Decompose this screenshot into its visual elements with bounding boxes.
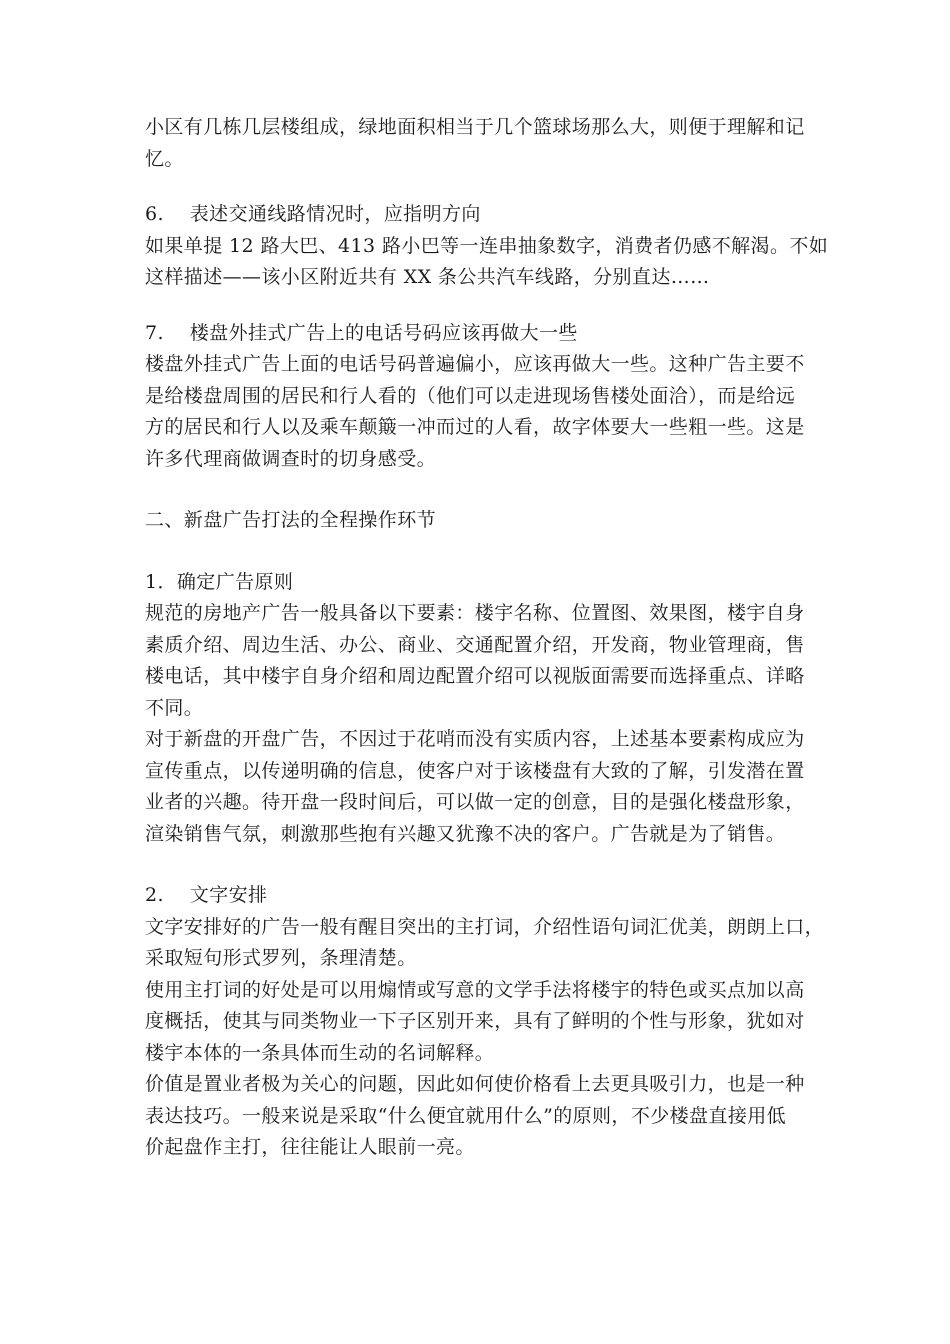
section-heading: 7. 楼盘外挂式广告上的电话号码应该再做大一些: [145, 321, 578, 344]
subsection-1: [145, 567, 810, 851]
text-line: 规范的房地产广告一般具备以下要素：楼宇名称、位置图、效果图，楼宇自身: [145, 602, 805, 624]
chapter-2: [145, 505, 810, 537]
section-heading: 1．确定广告原则: [145, 570, 294, 593]
text-line: 文字安排好的广告一般有醒目突出的主打词，介绍性语句词汇优美，朗朗上口，: [145, 915, 825, 938]
text-line: 楼盘外挂式广告上面的电话号码普遍偏小，应该再做大一些。这种广告主要不: [145, 353, 805, 375]
text-line: 小区有几栋几层楼组成，绿地面积相当于几个篮球场那么大，则便于理解和记: [145, 116, 805, 138]
chapter-heading: 二、新盘广告打法的全程操作环节: [145, 509, 437, 531]
section-heading: 2. 文字安排: [145, 884, 268, 906]
text-line: 价值是置业者极为关心的问题，因此如何使价格看上去更具吸引力，也是一种: [145, 1073, 805, 1095]
text-line: 方的居民和行人以及乘车颠簸一冲而过的人看，故字体要大一些粗一些。这是: [145, 416, 805, 438]
text-line: 楼电话，其中楼宇自身介绍和周边配置介绍可以视版面需要而选择重点、详略: [145, 665, 805, 687]
document-body: [145, 112, 829, 1164]
text-line: 宣传重点，以传递明确的信息，使客户对于该楼盘有大致的了解，引发潜在置: [145, 759, 805, 782]
paragraph-continuation: [145, 112, 810, 175]
text-line: 这样描述——该小区附近共有 XX 条公共汽车线路，分别直达……: [145, 266, 710, 288]
text-line: 楼宇本体的一条具体而生动的名词解释。: [145, 1041, 495, 1064]
spacer: [145, 537, 810, 567]
section-heading: 6. 表述交通线路情况时，应指明方向: [145, 203, 481, 225]
text-line: 许多代理商做调查时的切身感受。: [145, 447, 437, 470]
text-line: 素质介绍、周边生活、办公、商业、交通配置介绍，开发商，物业管理商，售: [145, 633, 805, 656]
text-line: 忆。: [145, 147, 184, 170]
text-line: 采取短句形式罗列，条理清楚。: [145, 947, 417, 969]
spacer: [145, 294, 810, 318]
text-line: 业者的兴趣。待开盘一段时间后，可以做一定的创意，目的是强化楼盘形象，: [145, 791, 805, 813]
text-line: 对于新盘的开盘广告，不因过于花哨而没有实质内容，上述基本要素构成应为: [145, 728, 805, 750]
text-line: 使用主打词的好处是可以用煽情或写意的文学手法将楼宇的特色或买点加以高: [145, 978, 805, 1001]
text-line: 是给楼盘周围的居民和行人看的（他们可以走进现场售楼处面洽），而是给远: [145, 384, 796, 407]
spacer: [145, 175, 810, 199]
text-line: 如果单提 12 路大巴、413 路小巴等一连串抽象数字，消费者仍感不解渴。不如: [145, 234, 829, 257]
text-line: 度概括，使其与同类物业一下子区别开来，具有了鲜明的个性与形象，犹如对: [145, 1010, 805, 1032]
section-6: [145, 199, 829, 294]
text-line: 渲染销售气氛，刺激那些抱有兴趣又犹豫不决的客户。广告就是为了销售。: [145, 822, 786, 845]
text-line: 价起盘作主打，往往能让人眼前一亮。: [145, 1136, 475, 1158]
subsection-2: [145, 880, 825, 1164]
spacer: [145, 475, 810, 505]
section-7: [145, 318, 810, 476]
text-line: 表达技巧。一般来说是采取“什么便宜就用什么”的原则，不少楼盘直接用低: [145, 1104, 787, 1127]
spacer: [145, 850, 810, 880]
text-line: 不同。: [145, 696, 204, 719]
